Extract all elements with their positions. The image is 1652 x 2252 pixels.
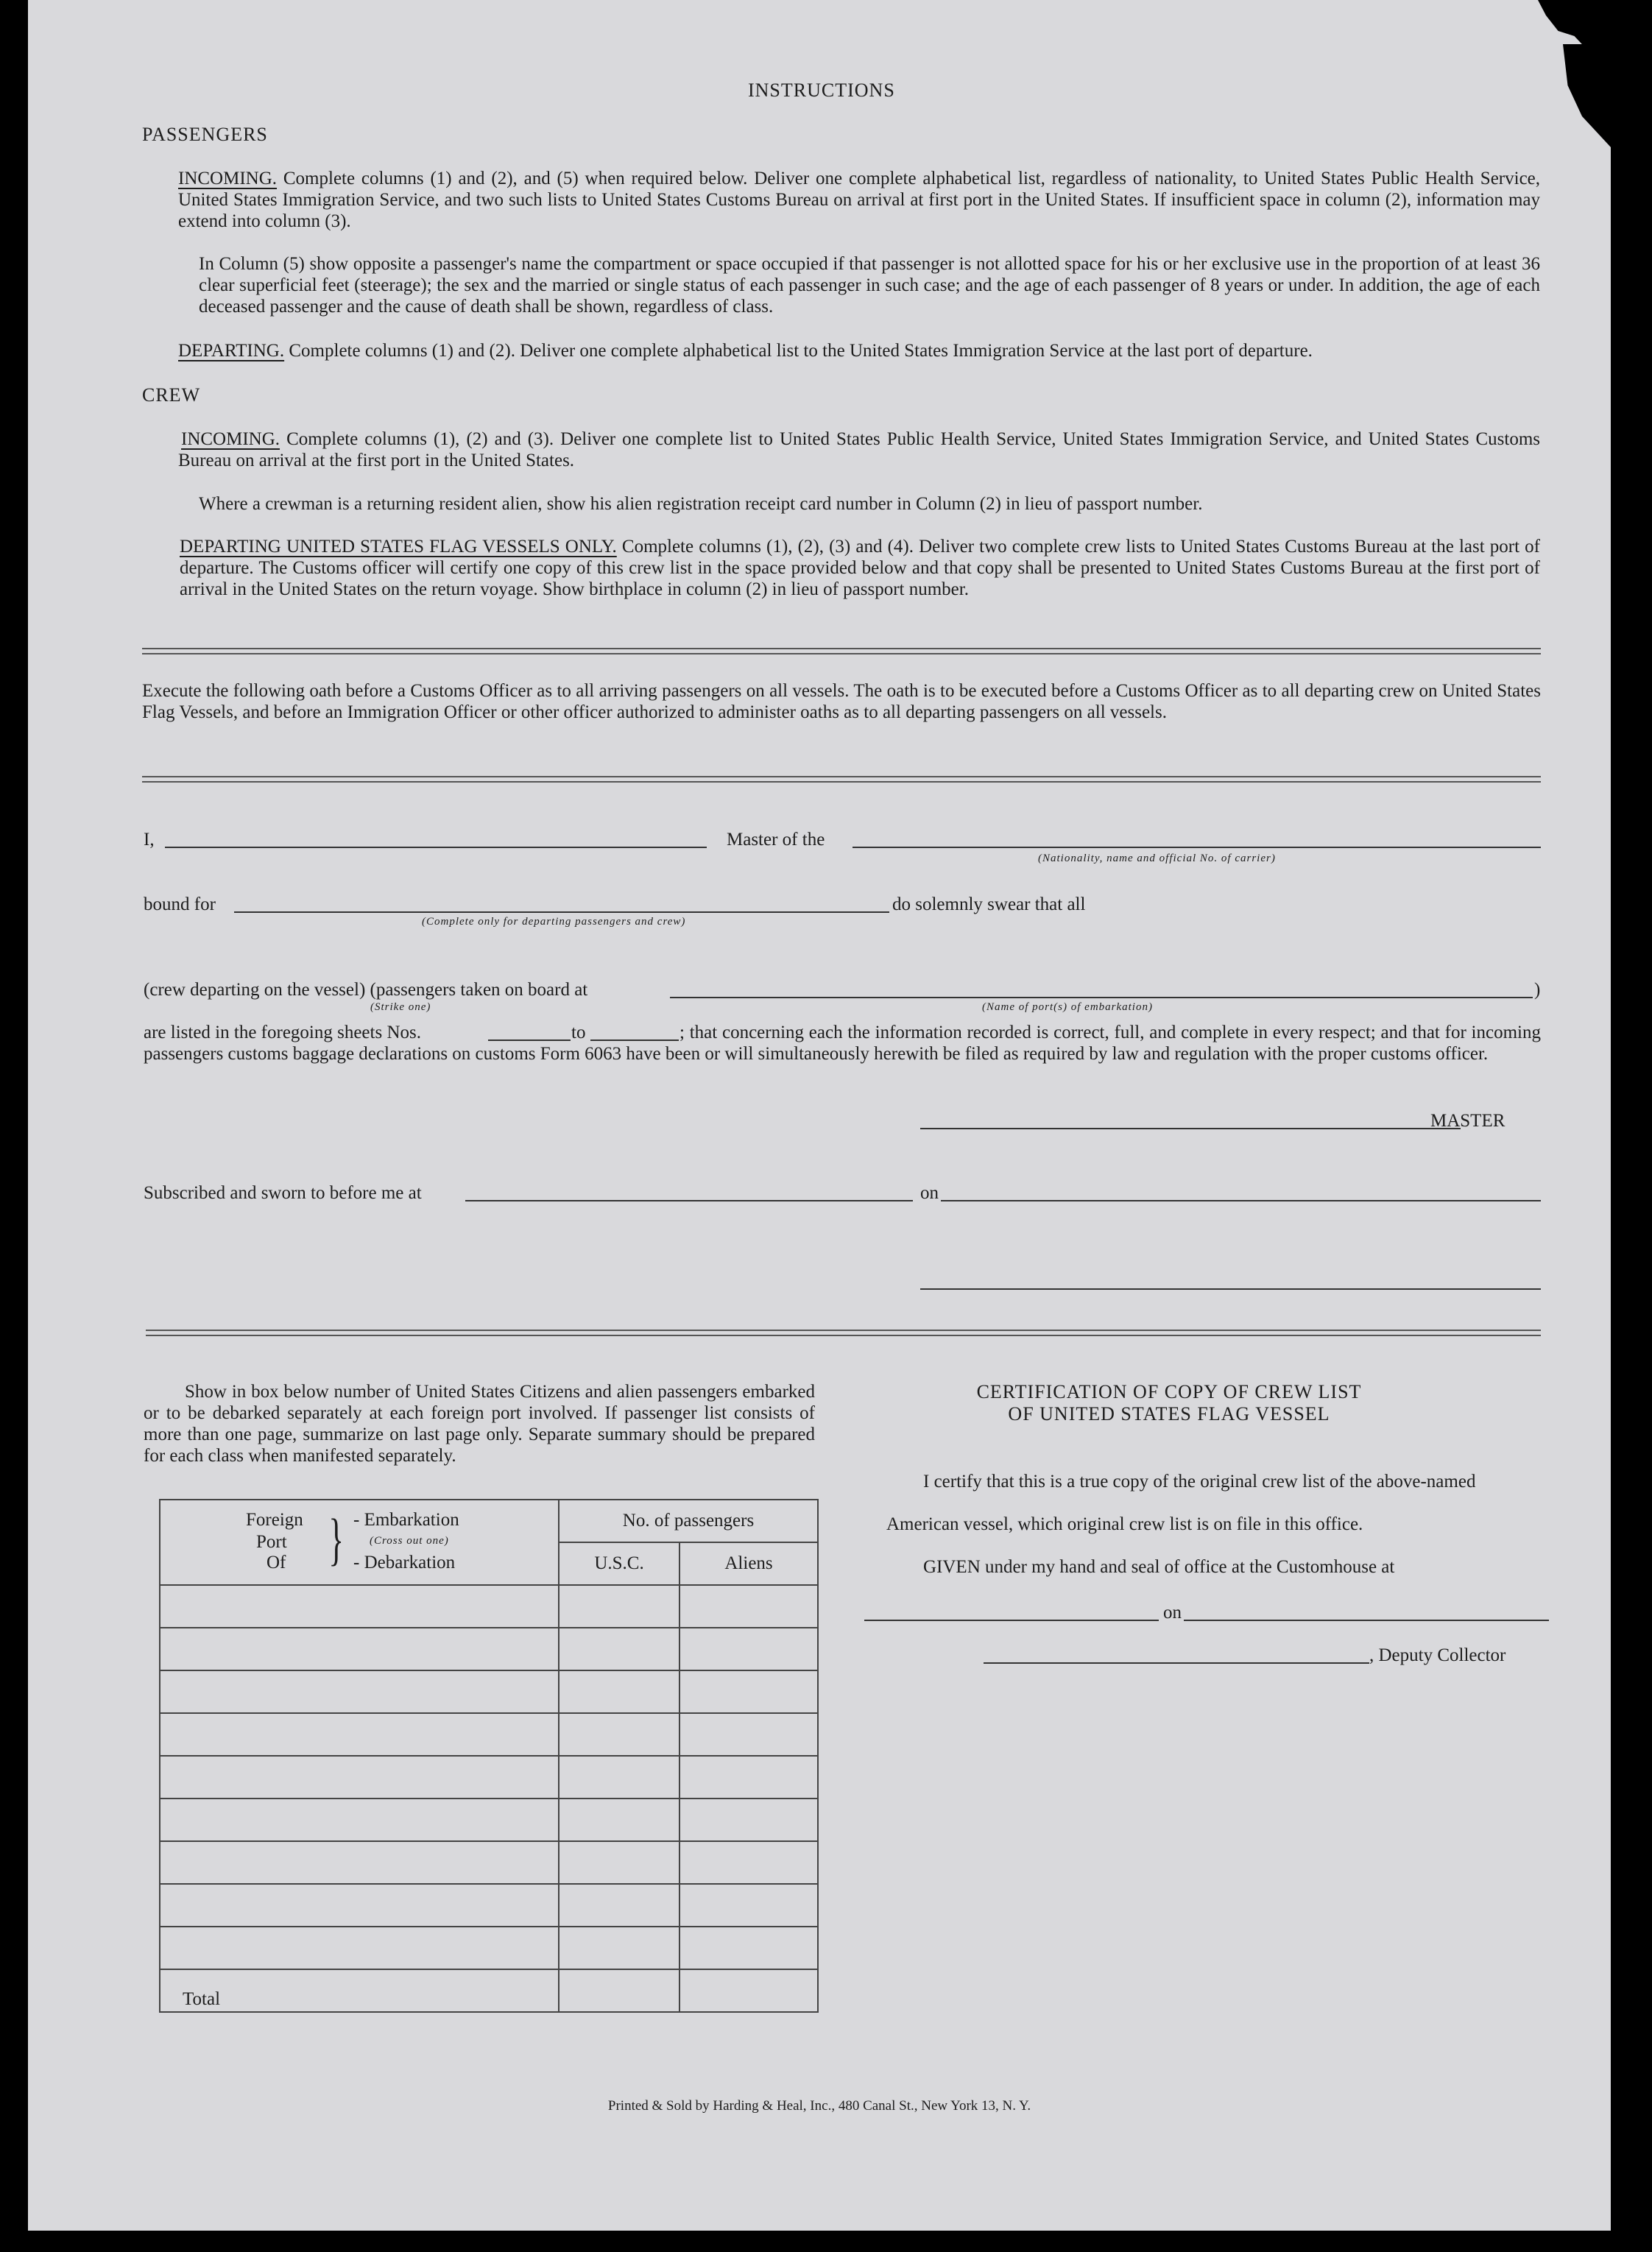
table-row (160, 1969, 818, 2012)
bound-for-field[interactable] (234, 911, 889, 913)
certify-line1: I certify that this is a true copy of the original crew list of the above-named (923, 1472, 1476, 1492)
sheets-text-a: are listed in the foregoing sheets Nos. (144, 1023, 421, 1042)
usc-cell[interactable] (559, 1670, 679, 1713)
aliens-cell[interactable] (679, 1628, 818, 1670)
usc-cell[interactable] (559, 1628, 679, 1670)
subscribed-text: Subscribed and sworn to before me at (144, 1183, 422, 1203)
no-passengers-header: No. of passengers (559, 1500, 818, 1542)
aliens-cell[interactable] (679, 1585, 818, 1628)
aliens-cell[interactable] (679, 1670, 818, 1713)
crew-passengers-text: (crew departing on the vessel) (passengers taken on board at (144, 980, 588, 1000)
passenger-summary-table (159, 1499, 819, 2013)
passengers-departing-label: DEPARTING. (178, 341, 285, 361)
complete-caption: (Complete only for departing passengers and crew) (422, 916, 686, 928)
divider (146, 1330, 1541, 1336)
torn-corner-lower (1563, 44, 1611, 147)
aliens-header: Aliens (679, 1542, 818, 1585)
sheets-text-b (144, 1022, 1541, 1065)
aliens-cell[interactable] (679, 1841, 818, 1884)
table-row (160, 1670, 818, 1713)
table-row (160, 1756, 818, 1799)
passengers-incoming-text: Complete columns (1) and (2), and (5) when required below. Deliver one complete alphabetical list, regardless of nationality, to United States Public Health Service, United States Immigration Service, and two such lists to United States Customs Bureau on arrival at first port in the United States. If insufficient space in column (2), information may extend into column (3). (178, 169, 1541, 231)
table-row (160, 1585, 818, 1628)
deputy-collector-label: , Deputy Collector (1369, 1645, 1506, 1665)
foreign-port-header (160, 1500, 559, 1585)
crew-departing-label: DEPARTING UNITED STATES FLAG VESSELS ONLY. (180, 537, 617, 557)
usc-cell[interactable] (559, 1841, 679, 1884)
table-row (160, 1799, 818, 1841)
aliens-cell[interactable] (679, 1969, 818, 2012)
nationality-caption: (Nationality, name and official No. of carrier) (1038, 853, 1276, 864)
usc-cell[interactable] (559, 1713, 679, 1756)
divider (142, 648, 1541, 654)
aliens-cell[interactable] (679, 1884, 818, 1927)
certify-on-label: on (1163, 1603, 1182, 1623)
aliens-cell[interactable] (679, 1799, 818, 1841)
usc-cell[interactable] (559, 1756, 679, 1799)
port-cell[interactable] (160, 1799, 559, 1841)
passengers-departing-text: Complete columns (1) and (2). Deliver one complete alphabetical list to the United States Immigration Service at the last port of departure. (289, 341, 1313, 361)
port-cell[interactable] (160, 1585, 559, 1628)
crew-heading: CREW (142, 384, 201, 406)
crew-departing-text: Complete columns (1), (2), (3) and (4). Deliver two complete crew lists to United States Customs Bureau at the last port of departure. The Customs officer will certify one copy of this crew list in the space provided below and that copy shall be presented to United States Customs Bureau at the first port of arrival in the United States on the return voyage. Show birthplace in column (2) in lieu of passport number. (180, 537, 1541, 599)
bound-for-label: bound for (144, 894, 216, 914)
certification-title-line1: CERTIFICATION OF COPY OF CREW LIST (976, 1381, 1362, 1402)
crew-incoming-text: Complete columns (1), (2) and (3). Deliver one complete list to United States Public Health Service, United States Immigration Service, and United States Customs Bureau on arrival at the first port in the United States. (178, 429, 1541, 470)
aliens-cell[interactable] (679, 1927, 818, 1969)
subscribed-place-field[interactable] (465, 1200, 913, 1201)
table-row (160, 1927, 818, 1969)
port-cell[interactable] (160, 1756, 559, 1799)
table-row (160, 1713, 818, 1756)
crew-incoming-label: INCOMING. (181, 429, 280, 449)
passengers-heading: PASSENGERS (142, 124, 268, 145)
embarkation-port-field[interactable] (670, 997, 1533, 998)
usc-cell[interactable] (559, 1585, 679, 1628)
swear-text: do solemnly swear that all (892, 894, 1086, 914)
port-cell[interactable] (160, 1670, 559, 1713)
subscribed-on-label: on (920, 1183, 939, 1203)
passengers-column5-text: In Column (5) show opposite a passenger's name the compartment or space occupied if that passenger is not allotted space for his or her exclusive use in the proportion of at least 36 clear superficial feet (steerage); the sex and the married or single status of each passenger in such case; and the age of each passenger of 8 years or under. In addition, the age of each deceased passenger and the cause of death shall be shown, regardless of class. (199, 254, 1540, 317)
usc-cell[interactable] (559, 1927, 679, 1969)
oath-intro: Execute the following oath before a Customs Officer as to all arriving passengers on all vessels. The oath is to be executed before a Customs Officer as to all departing crew on United States Flag Vessels, and before an Immigration Officer or other officer authorized to administer oaths as to all departing passengers on all vessels. (142, 681, 1541, 722)
strike-one-caption: (Strike one) (370, 1001, 431, 1013)
foreign-label: Foreign (246, 1510, 303, 1530)
master-signature-field[interactable] (920, 1128, 1461, 1129)
crew-departing (180, 536, 1540, 600)
total-label: Total (183, 1989, 221, 2009)
certification-title (875, 1381, 1464, 1425)
port-caption: (Name of port(s) of embarkation) (982, 1001, 1153, 1013)
divider (142, 776, 1541, 783)
port-cell[interactable] (160, 1969, 559, 2012)
customhouse-date-field[interactable] (1184, 1620, 1549, 1621)
port-cell[interactable] (160, 1884, 559, 1927)
master-label: MASTER (1430, 1111, 1505, 1131)
embarkation-label: - Embarkation (353, 1510, 459, 1530)
crew-incoming (178, 428, 1540, 471)
certify-line2: American vessel, which original crew list is on file in this office. (886, 1514, 1363, 1534)
instructions-title: INSTRUCTIONS (748, 80, 895, 101)
passengers-incoming-label: INCOMING. (178, 169, 278, 188)
table-header-row (160, 1500, 818, 1542)
officer-signature-field[interactable] (920, 1288, 1541, 1290)
master-of-label: Master of the (727, 830, 825, 850)
usc-cell[interactable] (559, 1799, 679, 1841)
cross-out-caption: (Cross out one) (370, 1535, 449, 1547)
summary-table-body (160, 1500, 818, 2012)
port-cell[interactable] (160, 1713, 559, 1756)
torn-corner (1530, 0, 1611, 52)
customhouse-place-field[interactable] (864, 1620, 1159, 1621)
brace-icon: } (328, 1507, 345, 1571)
of-label: Of (266, 1553, 286, 1572)
subscribed-date-field[interactable] (941, 1200, 1541, 1201)
port-cell[interactable] (160, 1628, 559, 1670)
port-cell[interactable] (160, 1841, 559, 1884)
table-row (160, 1884, 818, 1927)
certify-line3: GIVEN under my hand and seal of office at the Customhouse at (923, 1557, 1395, 1577)
close-paren: ) (1534, 980, 1541, 1000)
sheets-to-label: to (571, 1023, 586, 1042)
certification-title-line2: OF UNITED STATES FLAG VESSEL (1008, 1403, 1330, 1425)
form-page (28, 0, 1611, 2231)
aliens-cell[interactable] (679, 1756, 818, 1799)
usc-cell[interactable] (559, 1884, 679, 1927)
usc-cell[interactable] (559, 1969, 679, 2012)
aliens-cell[interactable] (679, 1713, 818, 1756)
table-row (160, 1628, 818, 1670)
deputy-signature-field[interactable] (984, 1662, 1369, 1664)
i-label: I, (144, 830, 155, 850)
carrier-field[interactable] (853, 847, 1541, 848)
sheets-text-b-content: ; that concerning each the information recorded is correct, full, and complete in every respect; and that for incoming passengers customs baggage declarations on customs Form 6063 have been or will simultaneously herewith be filed as required by law and regulation with the proper customs officer. (144, 1023, 1541, 1064)
master-name-field[interactable] (165, 847, 707, 848)
passengers-departing (178, 340, 1540, 361)
table-row (160, 1841, 818, 1884)
passengers-incoming (178, 168, 1540, 232)
printer-footer: Printed & Sold by Harding & Heal, Inc., 480 Canal St., New York 13, N. Y. (607, 2098, 1031, 2114)
crew-resident-text: Where a crewman is a returning resident alien, show his alien registration receipt card number in Column (2) in lieu of passport number. (199, 494, 1203, 514)
port-cell[interactable] (160, 1927, 559, 1969)
debarkation-label: - Debarkation (353, 1553, 456, 1572)
usc-header: U.S.C. (559, 1542, 679, 1585)
port-label: Port (256, 1532, 287, 1552)
summary-intro: Show in box below number of United States Citizens and alien passengers embarked or to be debarked separately at each foreign port involved. If passenger list consists of more than one page, summarize on last page only. Separate summary should be prepared for each class when manifested separately. (144, 1382, 815, 1466)
